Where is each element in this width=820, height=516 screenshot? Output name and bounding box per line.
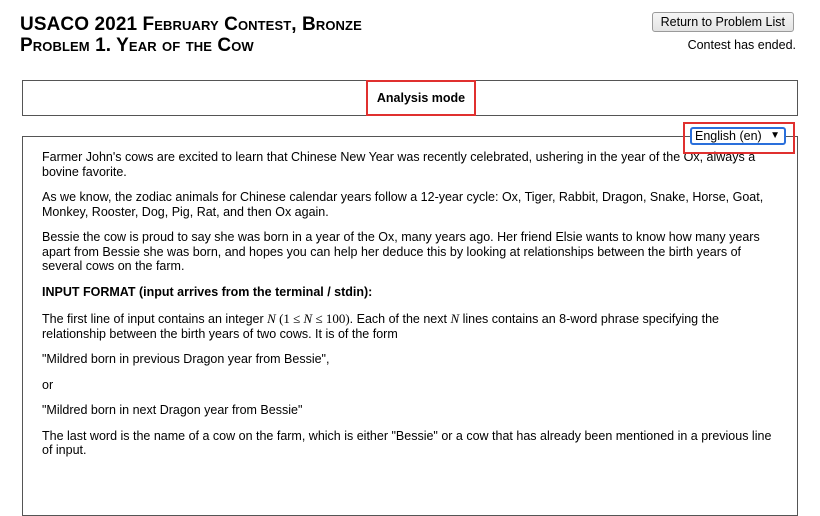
contest-title: USACO 2021 February Contest, Bronze	[20, 14, 362, 35]
example-previous: "Mildred born in previous Dragon year from Bessie",	[42, 352, 330, 366]
paragraph-input-format	[42, 312, 782, 341]
paragraph-zodiac: As we know, the zodiac animals for Chinese calendar years follow a 12-year cycle: Ox, Tiger, Rabbit, Dragon, Snake, Horse, Goat, Monkey, Rooster, Dog, Pig, Rat, and then Ox again.	[42, 190, 764, 219]
text-segment: . Each of the next	[349, 312, 451, 326]
input-format-heading: INPUT FORMAT (input arrives from the terminal / stdin):	[42, 284, 373, 299]
math-var: N	[450, 311, 460, 326]
example-next: "Mildred born in next Dragon year from Bessie"	[42, 403, 303, 417]
paragraph-bessie: Bessie the cow is proud to say she was born in a year of the Ox, many years ago. Her friend Elsie wants to know how many years apart from Bessie she was born, and hopes you can help her deduce this by looking at relationships between the birth years of several cows on the farm.	[42, 230, 760, 273]
text-segment: The first line of input contains an integer	[42, 312, 268, 326]
math-var: N	[303, 311, 313, 326]
language-selected-value: English (en)	[695, 129, 762, 143]
paragraph-intro: Farmer John's cows are excited to learn that Chinese New Year was recently celebrated, ushering in the year of the Ox, always a bovine favorite.	[42, 150, 756, 179]
math-expr: ≤ 100)	[312, 311, 350, 326]
mode-bar	[22, 80, 798, 116]
analysis-mode-label[interactable]: Analysis mode	[366, 80, 476, 116]
contest-status-text: Contest has ended.	[687, 38, 796, 52]
math-var: N	[267, 311, 276, 326]
paragraph-or: or	[42, 377, 54, 392]
problem-title: Problem 1. Year of the Cow	[20, 35, 254, 56]
return-to-problem-list-button[interactable]: Return to Problem List	[652, 12, 794, 32]
math-expr: (1 ≤	[275, 311, 304, 326]
page-header	[20, 14, 362, 56]
chevron-down-icon: ▼	[770, 130, 780, 141]
language-select[interactable]	[690, 127, 786, 145]
problem-text	[42, 150, 782, 469]
paragraph-last-word: The last word is the name of a cow on the farm, which is either "Bessie" or a cow that has already been mentioned in a previous line of input.	[42, 428, 772, 457]
text-segment: lines contains an 8-word phrase specifying the relationship between the birth years of two cows. It is of the form	[42, 312, 719, 341]
